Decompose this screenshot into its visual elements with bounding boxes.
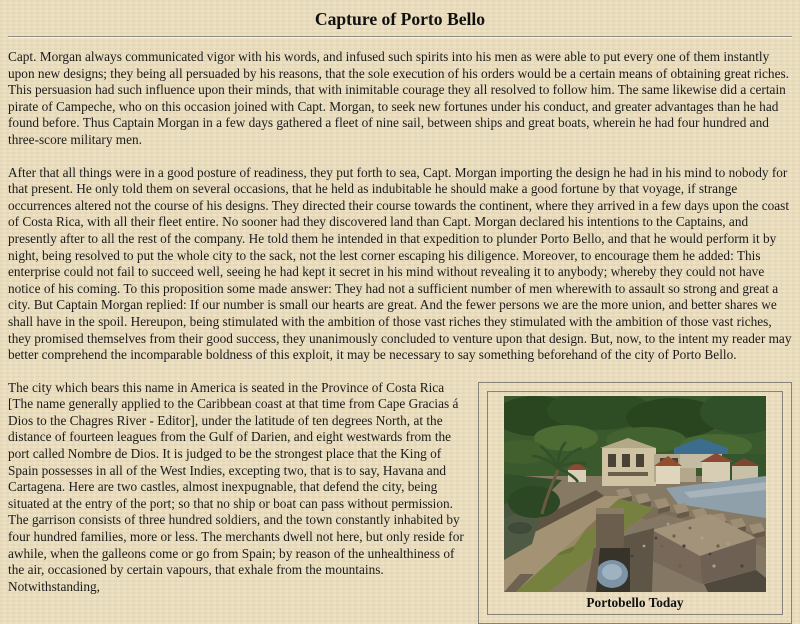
title-divider (8, 36, 792, 38)
paragraph-fleet-gathered: Capt. Morgan always communicated vigor with his words, and infused such spirits into his men as were able to put every one of them instantly upon new designs; they being all persuaded by his reasons, that the sole execution of his orders would be a certain means of obtaining great riches. This persuasion had such influence upon their minds, that with inimitable courage they all resolved to follow him. The same likewise did a certain pirate of Campeche, who on this occasion joined with Capt. Morgan, to seek new fortunes under his conduct, and greater advantages than he had found before. Thus Captain Morgan in a few days gathered a fleet of nine sail, between ships and great boats, wherein he had four hundred and three-score military men. (8, 49, 789, 147)
portobello-photo (504, 396, 766, 592)
figure-inner-frame (487, 391, 783, 615)
page-title: Capture of Porto Bello (314, 9, 486, 29)
article-page (0, 9, 800, 610)
figure-caption: Portobello Today (586, 594, 684, 610)
paragraph-city-description: The city which bears this name in America is seated in the Province of Costa Rica [The name generally applied to the Caribbean coast at that time from Cape Gracias á Dios to the Chagres River - Editor], under the latitude of ten degrees North, at the distance of fourteen leagues from the Gulf of Darien, and eight westwards from the port called Nombre de Dios. It is judged to be the strongest place that the King of Spain possesses in all of the West Indies, excepting two, that is to say, Havana and Cartagena. Here are two castles, almost inexpugnable, that defend the city, being situated at the entry of the port; so that no ship or boat can pass without permission. The garrison consists of three hundred soldiers, and the town constantly inhabited by four hundred families, more or less. The merchants dwell not here, but only reside for awhile, when the galleons come or go from Spain; by reason of the unhealthiness of the air, occasioned by certain vapours, that exhale from the mountains. Notwithstanding, (8, 379, 464, 594)
figure-portobello (478, 382, 792, 624)
paragraph-voyage-design: After that all things were in a good posture of readiness, they put forth to sea, Capt. Morgan importing the design he had in his mind to nobody for that present. He only told them on several occasions, that he held as indubitable he should make a good fortune by that voyage, if strange occurrences altered not the course of his designs. They directed their course towards the continent, where they arrived in a few days upon the coast of Costa Rica, with all their fleet entire. No sooner had they discovered land than Capt. Morgan declared his intentions to the Captains, and presently after to all the rest of the company. He told them he intended in that expedition to plunder Porto Bello, and that he would perform it by night, being resolved to put the whole city to the sack, not the lest corner escaping his diligence. Moreover, to encourage them he added: This enterprise could not fail to succeed well, seeing he had kept it secret in his mind without revealing it to anybody; whereby they could not have notice of his coming. To this proposition some made answer: They had not a sufficient number of men wherewith to assault so strong and great a city. But Captain Morgan replied: If our number is small our hearts are great. And the fewer persons we are the more union, and better shares we shall have in the spoil. Hereupon, being stimulated with the ambition of those vast riches they stimulated with the ambition of those vast riches, they promised themselves from their good success, they unanimously concluded to venture upon that design. But, now, to the intent my reader may better comprehend the incomparable boldness of this exploit, it may be necessary to say something beforehand of the city of Porto Bello. (8, 164, 792, 363)
